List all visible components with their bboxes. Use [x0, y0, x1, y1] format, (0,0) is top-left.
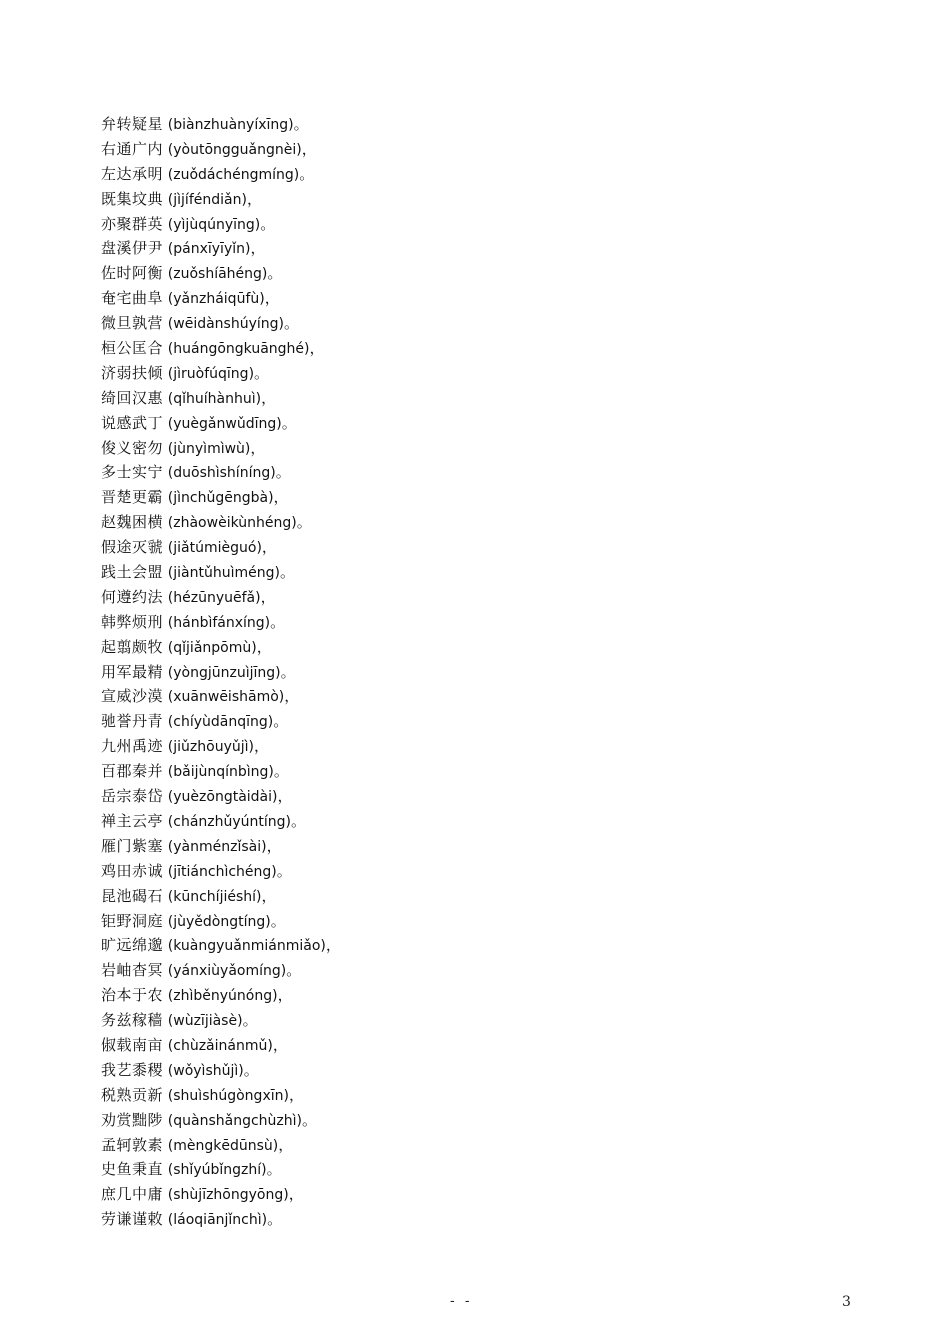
verse-hanzi: 假途灭虢	[101, 538, 164, 557]
verse-punctuation: ，	[309, 339, 326, 358]
verse-hanzi: 韩弊烦刑	[101, 612, 164, 631]
verse-punctuation: ，	[325, 936, 342, 955]
verse-hanzi: 宣威沙漠	[101, 687, 164, 706]
verse-punctuation: 。	[302, 1110, 318, 1129]
verse-punctuation: 。	[267, 1210, 283, 1229]
verse-hanzi: 昆池碣石	[101, 886, 164, 905]
verse-pinyin: (zuǒshíāhéng)	[167, 266, 268, 283]
verse-pinyin: (xuānwēishāmò)	[167, 689, 285, 706]
verse-pinyin: (yuèzōngtàidài)	[167, 789, 278, 806]
verse-line	[101, 1207, 801, 1232]
verse-pinyin: (jìnchǔgēngbà)	[167, 490, 274, 507]
verse-hanzi: 用军最精	[101, 662, 164, 681]
verse-hanzi: 何遵约法	[101, 587, 164, 606]
verse-pinyin: (duōshìshíníng)	[167, 465, 276, 482]
verse-hanzi: 税熟贡新	[101, 1085, 164, 1104]
verse-punctuation: 。	[280, 662, 297, 681]
verse-line	[101, 909, 801, 934]
verse-pinyin: (jiàntǔhuìméng)	[167, 565, 280, 582]
verse-punctuation: ，	[250, 438, 266, 457]
verse-punctuation: ，	[264, 289, 281, 308]
verse-pinyin: (chíyùdānqīng)	[167, 714, 274, 731]
verse-line	[101, 1083, 801, 1108]
verse-line	[101, 784, 801, 809]
verse-hanzi: 奄宅曲阜	[101, 289, 164, 308]
verse-hanzi: 多士实宁	[101, 463, 164, 482]
verse-line	[101, 1058, 801, 1083]
verse-pinyin: (yǎnzháiqūfù)	[167, 291, 265, 308]
verse-hanzi: 旷远绵邈	[101, 936, 164, 955]
verse-line	[101, 759, 801, 784]
verse-pinyin: (shǐyúbǐngzhí)	[167, 1162, 267, 1179]
verse-lines	[101, 112, 801, 1232]
verse-hanzi: 九州禹迹	[101, 737, 164, 756]
verse-pinyin: (yòutōngguǎngnèi)	[167, 141, 302, 158]
verse-pinyin: (hánbìfánxíng)	[167, 614, 271, 631]
verse-pinyin: (láoqiānjǐnchì)	[167, 1212, 268, 1229]
verse-line	[101, 983, 801, 1008]
verse-line	[101, 834, 801, 859]
verse-hanzi: 桓公匡合	[101, 339, 164, 358]
verse-pinyin: (shuìshúgòngxīn)	[167, 1087, 289, 1104]
verse-punctuation: ，	[260, 587, 277, 606]
verse-hanzi: 济弱扶倾	[101, 363, 164, 382]
verse-line	[101, 112, 801, 137]
verse-punctuation: 。	[275, 463, 292, 482]
page-number: 3	[842, 1294, 851, 1310]
verse-pinyin: (chùzǎinánmǔ)	[167, 1037, 273, 1054]
verse-hanzi: 孟轲敦素	[101, 1135, 164, 1154]
verse-hanzi: 既集坟典	[101, 189, 164, 208]
verse-punctuation: ，	[301, 139, 318, 158]
verse-line	[101, 1008, 801, 1033]
verse-punctuation: 。	[260, 214, 276, 233]
verse-line	[101, 460, 801, 485]
verse-hanzi: 我艺黍稷	[101, 1060, 164, 1079]
verse-hanzi: 右通广内	[101, 139, 164, 158]
verse-pinyin: (huángōngkuānghé)	[167, 341, 310, 358]
verse-punctuation: ，	[250, 239, 266, 258]
verse-line	[101, 958, 801, 983]
verse-line	[101, 436, 801, 461]
verse-punctuation: 。	[254, 363, 270, 382]
verse-pinyin: (jiǎtúmièguó)	[167, 540, 262, 557]
verse-hanzi: 治本于农	[101, 986, 164, 1005]
verse-pinyin: (kuàngyuǎnmiánmiǎo)	[167, 938, 326, 955]
verse-punctuation: ，	[261, 538, 278, 557]
verse-pinyin: (jiǔzhōuyǔjì)	[167, 739, 254, 756]
verse-pinyin: (wùzījiàsè)	[167, 1013, 243, 1030]
verse-hanzi: 俶载南亩	[101, 1035, 164, 1054]
verse-pinyin: (bǎijùnqínbìng)	[167, 764, 274, 781]
verse-punctuation: 。	[273, 762, 290, 781]
verse-line	[101, 261, 801, 286]
verse-punctuation: ，	[277, 986, 294, 1005]
verse-pinyin: (zhàowèikùnhéng)	[167, 515, 297, 532]
verse-hanzi: 劝赏黜陟	[101, 1110, 164, 1129]
verse-pinyin: (shùjīzhōngyōng)	[167, 1187, 289, 1204]
verse-pinyin: (mèngkēdūnsù)	[167, 1137, 279, 1154]
verse-hanzi: 绮回汉惠	[101, 388, 164, 407]
verse-hanzi: 微旦孰营	[101, 314, 164, 333]
verse-line	[101, 162, 801, 187]
verse-line	[101, 535, 801, 560]
verse-punctuation: ，	[284, 687, 300, 706]
verse-punctuation: ，	[272, 1035, 289, 1054]
verse-pinyin: (qǐjiǎnpōmù)	[167, 639, 257, 656]
verse-pinyin: (hézūnyuēfǎ)	[167, 589, 261, 606]
verse-hanzi: 佐时阿衡	[101, 264, 164, 283]
verse-punctuation: ，	[288, 1085, 305, 1104]
verse-pinyin: (chánzhǔyúntíng)	[167, 813, 292, 830]
verse-pinyin: (yánxiùyǎomíng)	[167, 963, 287, 980]
verse-pinyin: (qǐhuíhànhuì)	[167, 390, 262, 407]
verse-line	[101, 1033, 801, 1058]
verse-hanzi: 驰誉丹青	[101, 712, 164, 731]
verse-line	[101, 660, 801, 685]
verse-pinyin: (jùnyìmìwù)	[167, 440, 251, 457]
verse-line	[101, 411, 801, 436]
verse-punctuation: 。	[267, 264, 283, 283]
verse-hanzi: 禅主云亭	[101, 811, 164, 830]
verse-hanzi: 赵魏困横	[101, 513, 164, 532]
verse-line	[101, 933, 801, 958]
verse-punctuation: ，	[261, 886, 277, 905]
verse-punctuation: 。	[286, 961, 302, 980]
verse-punctuation: 。	[296, 513, 313, 532]
verse-punctuation: 。	[279, 563, 296, 582]
verse-line	[101, 1157, 801, 1182]
verse-line	[101, 709, 801, 734]
verse-line	[101, 510, 801, 535]
verse-hanzi: 百郡秦并	[101, 762, 164, 781]
verse-hanzi: 庶几中庸	[101, 1185, 164, 1204]
verse-punctuation: 。	[270, 612, 286, 631]
verse-pinyin: (yìjùqúnyīng)	[167, 216, 261, 233]
verse-pinyin: (wǒyìshǔjì)	[167, 1062, 244, 1079]
verse-punctuation: 。	[242, 1011, 259, 1030]
verse-punctuation: ，	[246, 189, 263, 208]
verse-pinyin: (wēidànshúyíng)	[167, 316, 284, 333]
verse-pinyin: (zhìběnyúnóng)	[167, 988, 278, 1005]
verse-punctuation: 。	[281, 413, 298, 432]
verse-hanzi: 岩岫杳冥	[101, 961, 164, 980]
footer-mark: - -	[450, 1294, 473, 1309]
verse-punctuation: 。	[291, 811, 307, 830]
verse-punctuation: ，	[253, 737, 270, 756]
verse-pinyin: (quànshǎngchùzhì)	[167, 1112, 302, 1129]
verse-line	[101, 809, 801, 834]
verse-line	[101, 1108, 801, 1133]
verse-line	[101, 635, 801, 660]
verse-pinyin: (yòngjūnzuìjīng)	[167, 664, 281, 681]
verse-line	[101, 361, 801, 386]
verse-hanzi: 务兹稼穑	[101, 1011, 164, 1030]
verse-punctuation: 。	[266, 1160, 283, 1179]
verse-pinyin: (jìjíféndiǎn)	[167, 191, 247, 208]
verse-punctuation: ，	[288, 1185, 305, 1204]
verse-line	[101, 560, 801, 585]
verse-pinyin: (zuǒdáchéngmíng)	[167, 166, 300, 183]
verse-hanzi: 说感武丁	[101, 413, 164, 432]
verse-hanzi: 雁门紫塞	[101, 836, 164, 855]
verse-line	[101, 684, 801, 709]
verse-punctuation: 。	[276, 861, 293, 880]
verse-line	[101, 610, 801, 635]
verse-hanzi: 鸡田赤诚	[101, 861, 164, 880]
verse-hanzi: 史鱼秉直	[101, 1160, 164, 1179]
verse-line	[101, 585, 801, 610]
verse-hanzi: 俊义密勿	[101, 438, 164, 457]
verse-punctuation: 。	[299, 164, 315, 183]
verse-line	[101, 187, 801, 212]
verse-hanzi: 晋楚更霸	[101, 488, 164, 507]
verse-line	[101, 137, 801, 162]
verse-line	[101, 1133, 801, 1158]
verse-line	[101, 311, 801, 336]
verse-punctuation: ，	[261, 388, 277, 407]
verse-pinyin: (pánxīyīyǐn)	[167, 241, 251, 258]
verse-punctuation: 。	[243, 1060, 260, 1079]
verse-pinyin: (jùyědòngtíng)	[167, 913, 271, 930]
verse-line	[101, 884, 801, 909]
verse-pinyin: (biànzhuànyíxīng)	[167, 117, 294, 133]
verse-line	[101, 286, 801, 311]
verse-line	[101, 485, 801, 510]
verse-hanzi: 左达承明	[101, 164, 164, 183]
verse-punctuation: 。	[293, 115, 310, 133]
verse-line	[101, 386, 801, 411]
verse-punctuation: ，	[256, 637, 273, 656]
verse-punctuation: ，	[278, 1135, 294, 1154]
verse-hanzi: 践土会盟	[101, 563, 164, 582]
verse-punctuation: ，	[277, 787, 293, 806]
verse-line	[101, 859, 801, 884]
verse-punctuation: 。	[273, 712, 289, 731]
verse-punctuation: 。	[270, 911, 287, 930]
verse-hanzi: 盘溪伊尹	[101, 239, 164, 258]
verse-line	[101, 236, 801, 261]
verse-hanzi: 亦聚群英	[101, 214, 164, 233]
verse-punctuation: ，	[273, 488, 290, 507]
verse-hanzi: 起翦颇牧	[101, 637, 164, 656]
verse-line	[101, 212, 801, 237]
verse-hanzi: 劳谦谨敕	[101, 1210, 164, 1229]
verse-punctuation: 。	[284, 314, 300, 333]
verse-hanzi: 岳宗泰岱	[101, 787, 164, 806]
verse-pinyin: (jìruòfúqīng)	[167, 365, 255, 382]
verse-punctuation: ，	[266, 836, 283, 855]
verse-pinyin: (yànménzǐsài)	[167, 838, 267, 855]
verse-line	[101, 336, 801, 361]
verse-pinyin: (kūnchíjiéshí)	[167, 888, 262, 905]
verse-line	[101, 1182, 801, 1207]
verse-hanzi: 钜野洞庭	[101, 911, 164, 930]
verse-line	[101, 734, 801, 759]
verse-pinyin: (yuègǎnwǔdīng)	[167, 415, 282, 432]
verse-hanzi: 弁转疑星	[101, 115, 164, 133]
verse-pinyin: (jītiánchìchéng)	[167, 863, 277, 880]
